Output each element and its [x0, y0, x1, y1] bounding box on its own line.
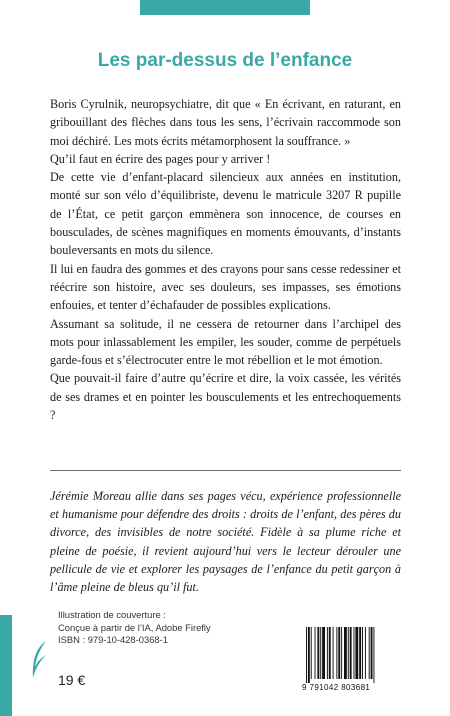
author-blurb: Jérémie Moreau allie dans ses pages vécu, expérience professionnelle et humanisme pour défendre des droits : droits de l’enfant, des pères du divorce, des invisibles de notre société. Fidèle à sa plume riche et pleine de poésie, il revient aujourd’hui vers le lecteur dérouler une pellicule de vie et explorer les paysages de l’enfance du petit garçon à l’âme pleine de bleus qu’il fut.: [50, 489, 401, 595]
illustration-credit: Conçue à partir de l’IA, Adobe Firefly: [58, 621, 211, 633]
quill-feather-icon: [30, 640, 48, 680]
isbn: ISBN : 979-10-428-0368-1: [58, 634, 168, 645]
separator-line: [50, 470, 401, 471]
credits-block: [58, 609, 258, 647]
paragraph: De cette vie d’enfant-placard silencieux aux années en institution, monté sur son vélo d’équilibriste, devenu le matricule 3207 R pupille de l’État, ce petit garçon emmènera son innocence, de courses en bousculades, de scènes magnifiques en moments émouvants, d’instants bouleversants en mots du silence.: [50, 170, 401, 258]
barcode-bars: [302, 625, 404, 683]
side-accent-bar: [0, 615, 12, 716]
book-title: Les par-dessus de l’enfance: [97, 50, 353, 71]
paragraph: Que pouvait-il faire d’autre qu’écrire et dire, la voix cassée, les vérités de ses drames et en pointer les bousculements et les entrechoquements ?: [50, 371, 401, 423]
paragraph: Assumant sa solitude, il ne cessera de retourner dans l’archipel des mots pour inlassablement les empiler, les souder, comme de perpétuels garde-fous et s’électrocuter entre le mot rébellion et le mot émotion.: [50, 316, 401, 368]
top-accent-bar: [140, 0, 310, 15]
paragraph: Qu’il faut en écrire des pages pour y arriver !: [50, 151, 271, 166]
barcode-digits: 9 791042 803681: [302, 683, 371, 692]
isbn-barcode: [302, 625, 404, 695]
price: 19 €: [58, 672, 86, 688]
paragraph: Il lui en faudra des gommes et des crayons pour sans cesse redessiner et réécrire son histoire, avec ses douleurs, ses impasses, ses émotions enfouies, et tenter d’échafauder de possibles explications.: [50, 261, 401, 313]
back-cover-text: [50, 95, 401, 424]
illustration-credit-label: Illustration de couverture :: [58, 609, 166, 620]
paragraph: Boris Cyrulnik, neuropsychiatre, dit que « En écrivant, en raturant, en gribouillant des flèches dans tous les sens, l’écrivain raccommode son moi déchiré. Les mots écrits métamorphosent la souffrance. »: [50, 97, 401, 148]
